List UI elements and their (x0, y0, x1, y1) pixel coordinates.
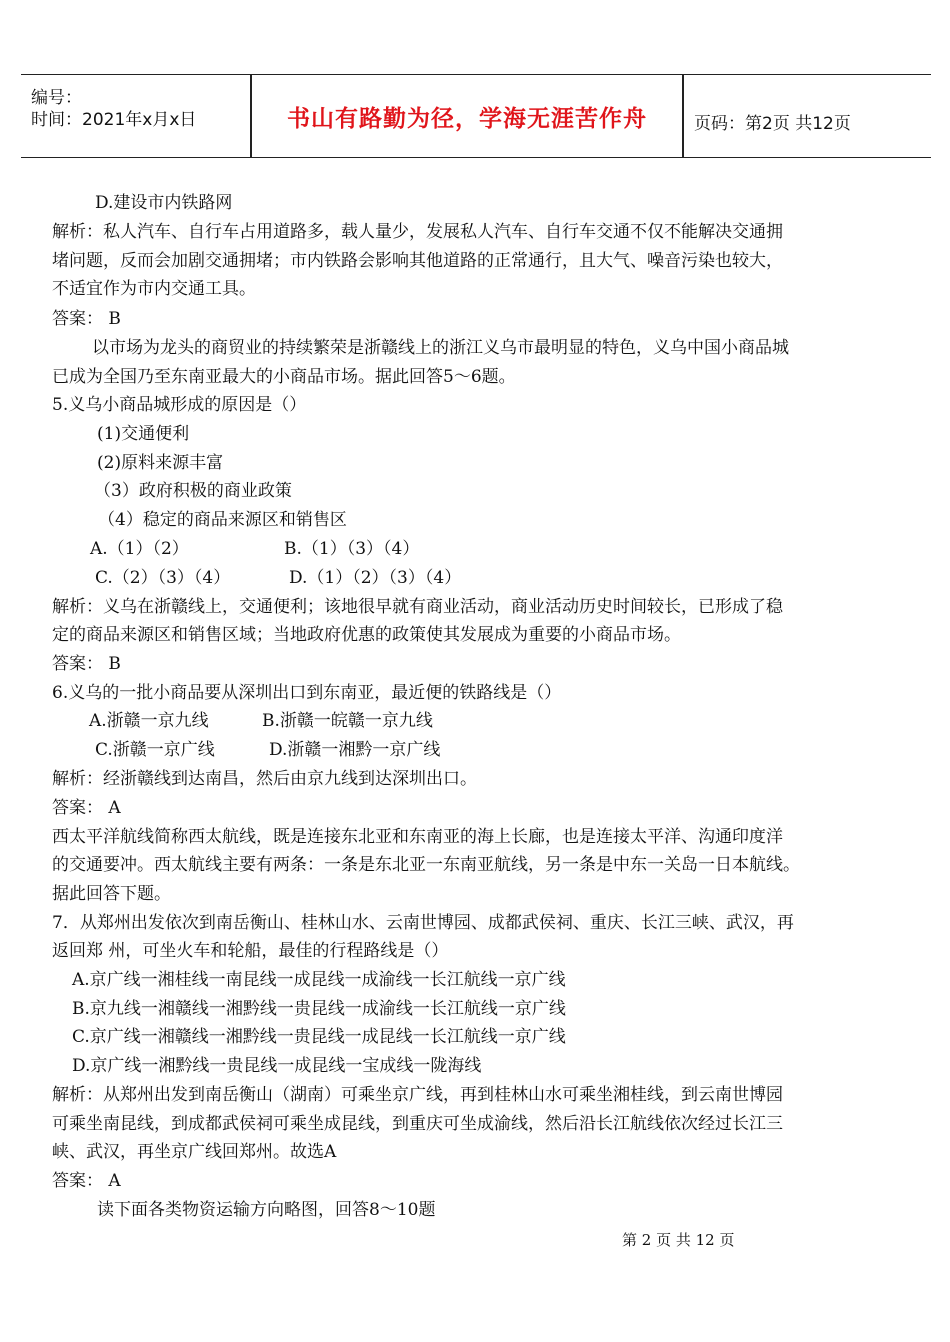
analysis-line: 解析：义乌在浙赣线上，交通便利；该地很早就有商业活动，商业活动历史时间较长，已形成了稳 (52, 597, 783, 617)
document-date-label: 时间：2021年x月x日 (31, 110, 197, 130)
option-a: A.京广线一湘桂线一南昆线一成昆线一成渝线一长江航线一京广线 (72, 970, 566, 990)
passage-line: 读下面各类物资运输方向略图，回答8～10题 (97, 1200, 436, 1220)
header-motto: 书山有路勤为径，学海无涯苦作舟 (287, 105, 647, 132)
option-a: A.（1）（2） (90, 539, 189, 559)
passage-line: 的交通要冲。西太航线主要有两条：一条是东北亚一东南亚航线，另一条是中东一关岛一日本航线。 (52, 855, 800, 875)
answer-line: 答案： A (52, 1171, 121, 1191)
analysis-line: 可乘坐南昆线，到成都武侯祠可乘坐成昆线，到重庆可坐成渝线，然后沿长江航线依次经过长江三 (52, 1114, 783, 1134)
option-b: B.浙赣一皖赣一京九线 (262, 711, 433, 731)
question-7-stem: 7．从郑州出发依次到南岳衡山、桂林山水、云南世博园、成都武侯祠、重庆、长江三峡、武汉，再 (52, 913, 794, 933)
passage-line: 以市场为龙头的商贸业的持续繁荣是浙赣线上的浙江义乌市最明显的特色，义乌中国小商品城 (92, 338, 789, 358)
answer-line: 答案： A (52, 798, 121, 818)
document-number-label: 编号： (31, 88, 82, 108)
analysis-line: 不适宜作为市内交通工具。 (52, 279, 256, 299)
analysis-line: 解析：从郑州出发到南岳衡山（湖南）可乘坐京广线，再到桂林山水可乘坐湘桂线，到云南世博园 (52, 1085, 783, 1105)
option-d-line: D.建设市内铁路网 (95, 193, 233, 213)
reason-item: （4）稳定的商品来源区和销售区 (98, 510, 347, 530)
analysis-line: 解析：经浙赣线到达南昌，然后由京九线到达深圳出口。 (52, 769, 477, 789)
analysis-line: 峡、武汉，再坐京广线回郑州。故选A (52, 1142, 337, 1162)
analysis-line: 堵问题，反而会加剧交通拥堵；市内铁路会影响其他道路的正常通行，且大气、噪音污染也较大， (52, 251, 783, 271)
analysis-line: 解析：私人汽车、自行车占用道路多，载人量少，发展私人汽车、自行车交通不仅不能解决交通拥 (52, 222, 783, 242)
option-a: A.浙赣一京九线 (89, 711, 209, 731)
passage-line: 已成为全国乃至东南亚最大的小商品市场。据此回答5～6题。 (52, 367, 516, 387)
reason-item: （3）政府积极的商业政策 (94, 481, 292, 501)
page-header (21, 74, 931, 158)
passage-line: 据此回答下题。 (52, 884, 171, 904)
answer-line: 答案： B (52, 654, 121, 674)
option-c: C.（2）（3）（4） (95, 568, 231, 588)
option-d: D.（1）（2）（3）（4） (289, 568, 462, 588)
question-6-stem: 6.义乌的一批小商品要从深圳出口到东南亚，最近便的铁路线是（） (52, 683, 562, 703)
reason-item: (2)原料来源丰富 (97, 453, 224, 473)
option-c: C.京广线一湘赣线一湘黔线一贵昆线一成昆线一长江航线一京广线 (72, 1027, 566, 1047)
option-d: D.浙赣一湘黔一京广线 (269, 740, 441, 760)
question-5-stem: 5.义乌小商品城形成的原因是（） (52, 395, 307, 415)
option-b: B.京九线一湘赣线一湘黔线一贵昆线一成渝线一长江航线一京广线 (72, 999, 566, 1019)
analysis-line: 定的商品来源区和销售区域；当地政府优惠的政策使其发展成为重要的小商品市场。 (52, 625, 681, 645)
header-page-code: 页码：第2页 共12页 (694, 114, 851, 134)
option-c: C.浙赣一京广线 (95, 740, 215, 760)
option-b: B.（1）（3）（4） (284, 539, 420, 559)
question-7-stem: 返回郑 州，可坐火车和轮船，最佳的行程路线是（） (52, 941, 449, 961)
page-footer: 第 2 页 共 12 页 (622, 1231, 735, 1249)
option-d: D.京广线一湘黔线一贵昆线一成昆线一宝成线一陇海线 (72, 1056, 482, 1076)
answer-line: 答案： B (52, 309, 121, 329)
passage-line: 西太平洋航线简称西太航线，既是连接东北亚和东南亚的海上长廊，也是连接太平洋、沟通印度洋 (52, 827, 783, 847)
header-divider-right (682, 75, 684, 157)
header-meta (21, 75, 250, 157)
reason-item: (1)交通便利 (97, 424, 190, 444)
